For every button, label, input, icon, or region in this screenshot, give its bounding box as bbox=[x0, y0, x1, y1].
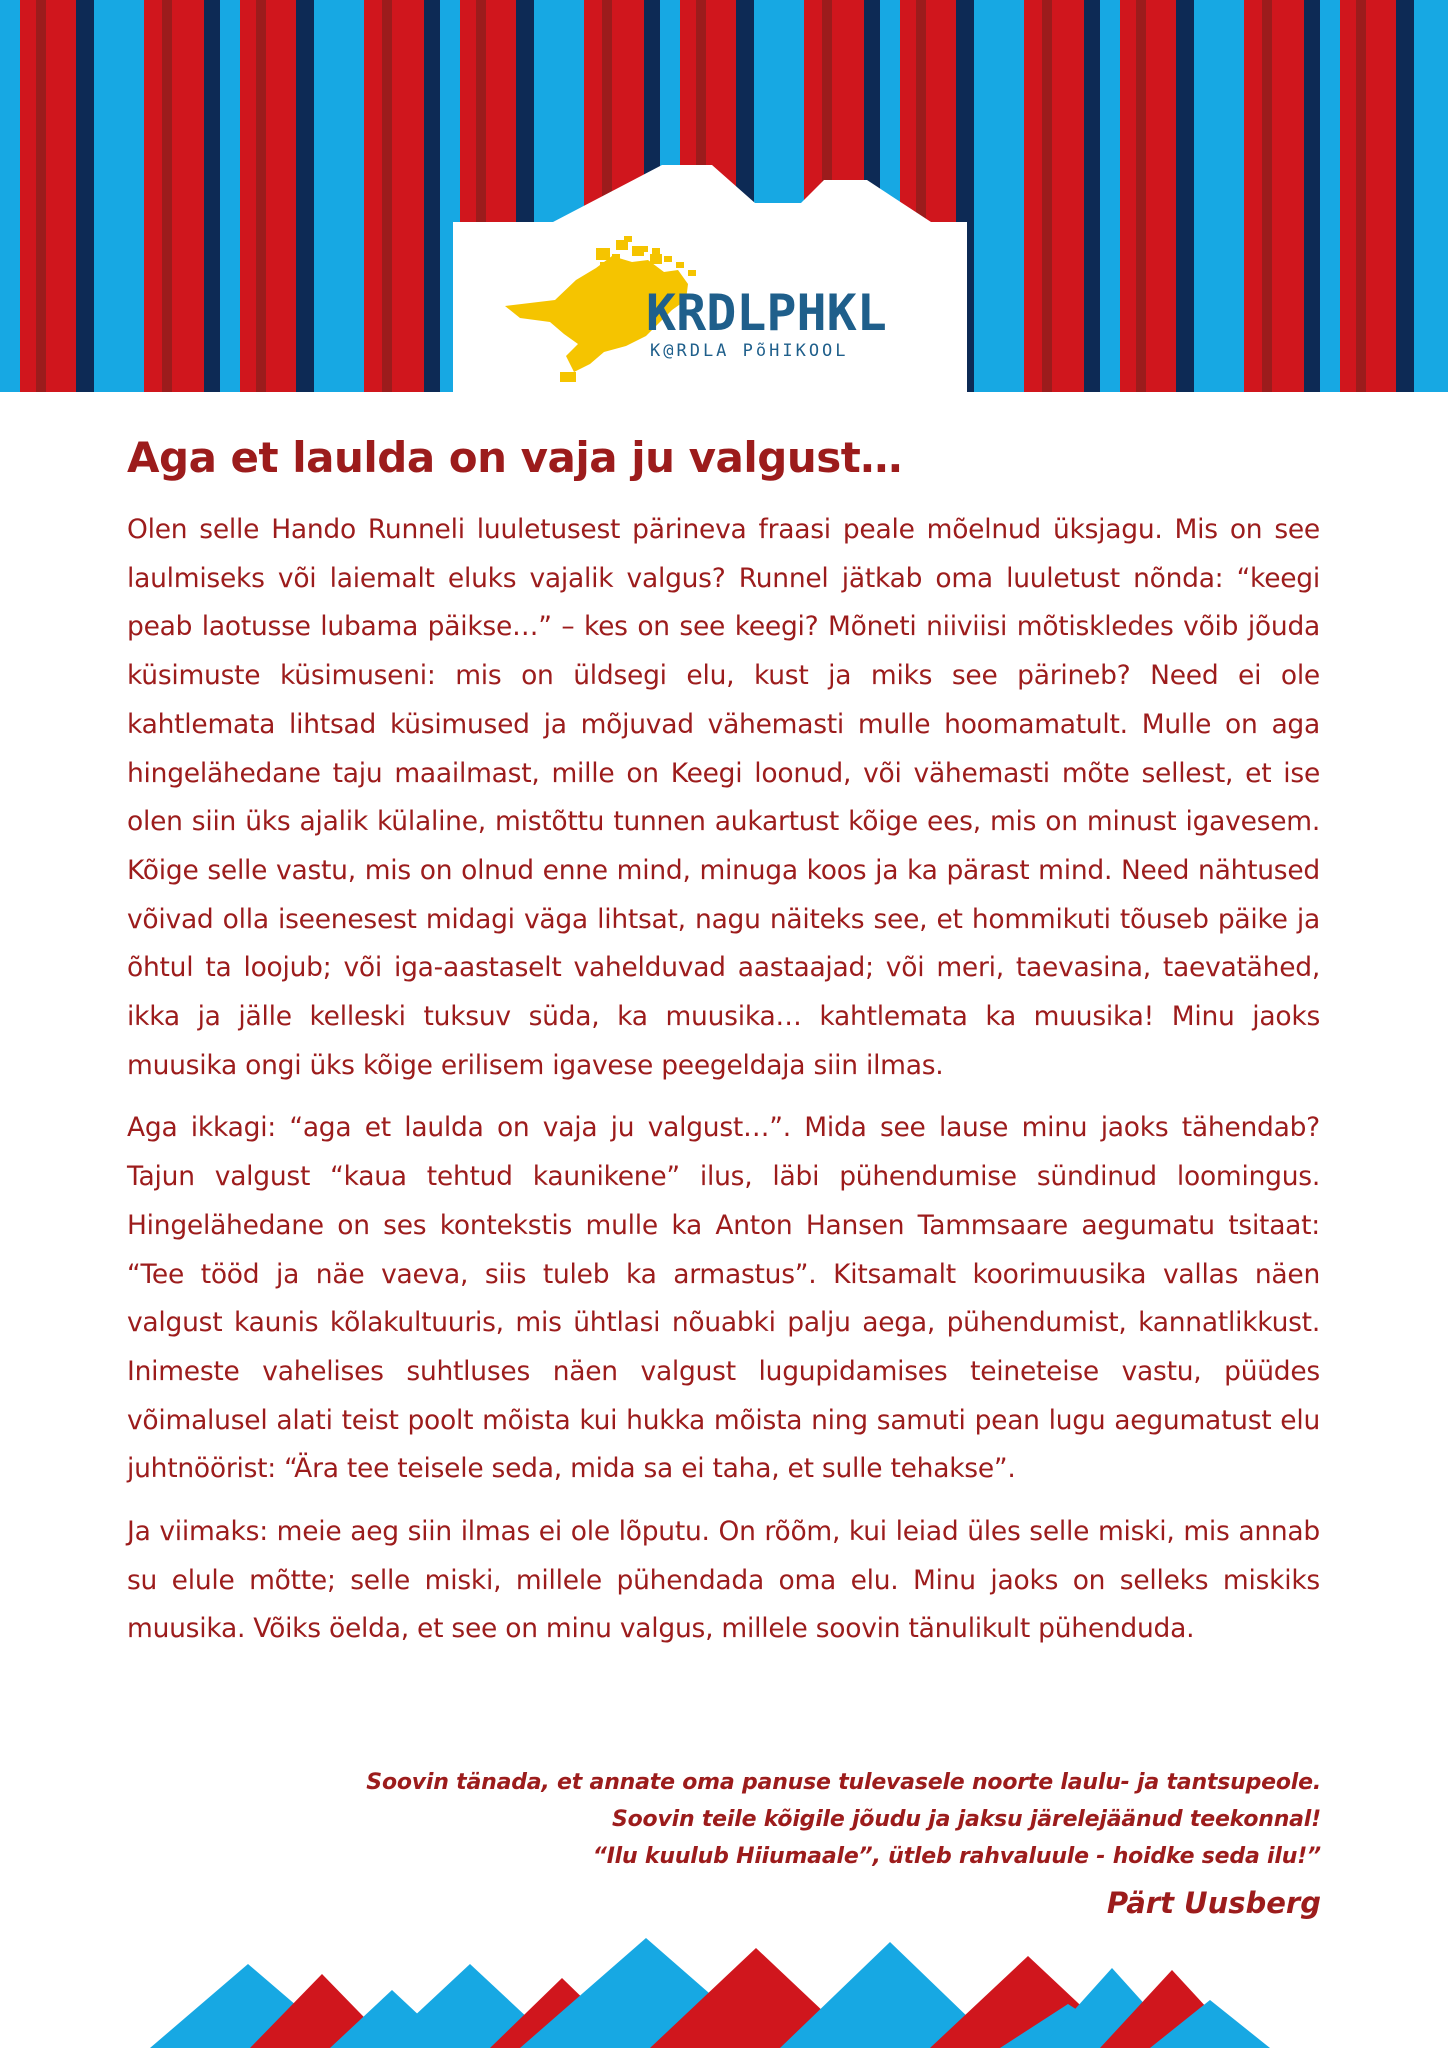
stripe bbox=[1146, 0, 1176, 392]
stripe bbox=[1194, 0, 1244, 392]
closing-line: “Ilu kuulub Hiiumaale”, ütleb rahvaluule - hoidke seda ilu!” bbox=[592, 1844, 1321, 1869]
stripe bbox=[36, 0, 46, 392]
stripe bbox=[0, 0, 20, 392]
stripe bbox=[1084, 0, 1100, 392]
article-paragraph: Aga ikkagi: “aga et laulda on vaja ju valgust…”. Mida see lause minu jaoks tähendab? Tajun valgust “kaua tehtud kaunikene” ilus, läbi pühendumise sündinud loomingus. Hingelähedane on ses kontekstis mulle ka Anton Hansen Tammsaare aegumatu tsitaat: “Tee tööd ja näe vaeva, siis tuleb ka armastus”. Kitsamalt koorimuusika vallas näen valgust kaunis kõlakultuuris, mis ühtlasi nõuabki palju aega, pühendumist, kannatlikkust. Inimeste vahelises suhtluses näen valgust lugupidamises teineteise vastu, püüdes võimalusel alati teist poolt mõista kui hukka mõista ning samuti pean lugu aegumatust elu juhtnöörist: “Ära tee teisele seda, mida sa ei taha, et sulle tehakse”. bbox=[127, 1112, 1320, 1485]
stripe bbox=[1024, 0, 1042, 392]
stripe bbox=[172, 0, 204, 392]
stripe bbox=[1340, 0, 1356, 392]
article-paragraph: Olen selle Hando Runneli luuletusest pärineva fraasi peale mõelnud üksjagu. Mis on see laulmiseks või laiemalt eluks vajalik valgus? Runnel jätkab oma luuletust nõnda: “keegi peab laotusse lubama päikse…” – kes on see keegi? Mõneti niiviisi mõtiskledes võib jõuda küsimuste küsimuseni: mis on üldsegi elu, kust ja miks see pärineb? Need ei ole kahtlemata lihtsad küsimused ja mõjuvad vähemasti mulle hoomamatult. Mulle on aga hingelähedane taju maailmast, mille on Keegi loonud, või vähemasti mõte sellest, et ise olen siin üks ajalik külaline, mistõttu tunnen aukartust kõige ees, mis on minust igavesem. Kõige selle vastu, mis on olnud enne mind, minuga koos ja ka pärast mind. Need nähtused võivad olla iseenesest midagi väga lihtsat, nagu näiteks see, et hommikuti tõuseb päike ja õhtul ta loojub; või iga-aastaselt vahelduvad aastaajad; või meri, taevasina, taevatähed, ikka ja jälle kelleski tuksuv süda, ka muusika… kahtlemata ka muusika! Minu jaoks muusika ongi üks kõige erilisem igavese peegeldaja siin ilmas. bbox=[127, 514, 1320, 1081]
stripe bbox=[94, 0, 144, 392]
stripe bbox=[76, 0, 94, 392]
stripe bbox=[1304, 0, 1320, 392]
stripe bbox=[162, 0, 172, 392]
stripe bbox=[1100, 0, 1120, 392]
logo-subtitle: K@RDLA PõHIKOOL bbox=[650, 341, 849, 361]
logo-name: KRDLPHKL bbox=[646, 284, 887, 342]
stripe bbox=[296, 0, 314, 392]
stripe bbox=[364, 0, 382, 392]
stripe bbox=[1120, 0, 1136, 392]
stripe bbox=[46, 0, 76, 392]
closing-block bbox=[366, 1764, 1321, 1923]
author-signature: Pärt Uusberg bbox=[1106, 1886, 1321, 1920]
stripe bbox=[1396, 0, 1414, 392]
stripe bbox=[144, 0, 162, 392]
stripe bbox=[1136, 0, 1146, 392]
stripe bbox=[204, 0, 220, 392]
stripe bbox=[392, 0, 424, 392]
article-paragraph: Ja viimaks: meie aeg siin ilmas ei ole lõputu. On rõõm, kui leiad üles selle miski, mis annab su elule mõtte; selle miski, millele pühendada oma elu. Minu jaoks on selleks miskiks muusika. Võiks öelda, et see on minu valgus, millele soovin tänulikult pühenduda. bbox=[127, 1516, 1320, 1645]
closing-line: Soovin teile kõigile jõudu ja jaksu järelejäänud teekonnal! bbox=[611, 1807, 1321, 1832]
stripe bbox=[256, 0, 266, 392]
stripe bbox=[1052, 0, 1084, 392]
footer-mountains bbox=[0, 1928, 1448, 2048]
stripe bbox=[382, 0, 392, 392]
article bbox=[127, 430, 1320, 1668]
stripe bbox=[1262, 0, 1272, 392]
stripe bbox=[1414, 0, 1448, 392]
closing-line: Soovin tänada, et annate oma panuse tulevasele noorte laulu- ja tantsupeole. bbox=[366, 1770, 1321, 1795]
stripe bbox=[20, 0, 36, 392]
header-banner bbox=[0, 0, 1448, 392]
stripe bbox=[314, 0, 364, 392]
stripe bbox=[1042, 0, 1052, 392]
stripe bbox=[1356, 0, 1366, 392]
stripe bbox=[1366, 0, 1396, 392]
stripe bbox=[1272, 0, 1304, 392]
stripe bbox=[1320, 0, 1340, 392]
stripe bbox=[1244, 0, 1262, 392]
stripe bbox=[220, 0, 240, 392]
article-title: Aga et laulda on vaja ju valgust… bbox=[127, 433, 902, 482]
stripe bbox=[424, 0, 440, 392]
stripe bbox=[1176, 0, 1194, 392]
stripe bbox=[240, 0, 256, 392]
stripe bbox=[974, 0, 1024, 392]
stripe bbox=[266, 0, 296, 392]
